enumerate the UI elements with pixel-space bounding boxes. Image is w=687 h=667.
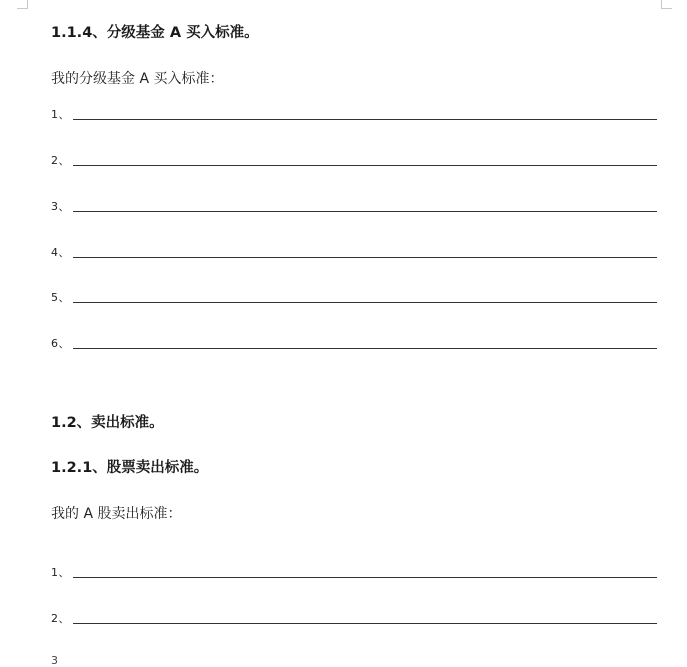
- fill-line-item[interactable]: [51, 333, 657, 353]
- fill-line-item[interactable]: [51, 196, 657, 216]
- item-number: 2、: [51, 154, 70, 167]
- heading-1-2: 1.2、卖出标准。: [51, 415, 164, 431]
- underline-blank: [73, 623, 657, 624]
- underline-blank: [73, 302, 657, 303]
- fill-line-item[interactable]: [51, 150, 657, 170]
- item-number: 5、: [51, 291, 70, 304]
- page-corner-mark-right: [661, 0, 672, 9]
- prompt-fund-a-buy: 我的分级基金 A 买入标准：: [51, 71, 224, 87]
- fill-line-item[interactable]: [51, 104, 657, 124]
- underline-blank: [73, 165, 657, 166]
- heading-1-1-4: 1.1.4、分级基金 A 买入标准。: [51, 25, 259, 41]
- page-corner-mark-left: [17, 0, 28, 9]
- fill-line-item[interactable]: [51, 608, 657, 628]
- heading-1-2-1: 1.2.1、股票卖出标准。: [51, 460, 209, 476]
- fill-line-item[interactable]: [51, 562, 657, 582]
- prompt-a-share-sell: 我的 A 股卖出标准：: [51, 506, 182, 522]
- underline-blank: [73, 577, 657, 578]
- item-number: 2、: [51, 612, 70, 625]
- fill-line-item[interactable]: [51, 242, 657, 262]
- item-number: 1、: [51, 108, 70, 121]
- item-number-cutoff: 3: [51, 654, 58, 667]
- underline-blank: [73, 211, 657, 212]
- fill-line-item[interactable]: [51, 287, 657, 307]
- underline-blank: [73, 257, 657, 258]
- item-number: 4、: [51, 246, 70, 259]
- underline-blank: [73, 348, 657, 349]
- underline-blank: [73, 119, 657, 120]
- item-number: 6、: [51, 337, 70, 350]
- item-number: 3、: [51, 200, 70, 213]
- item-number: 1、: [51, 566, 70, 579]
